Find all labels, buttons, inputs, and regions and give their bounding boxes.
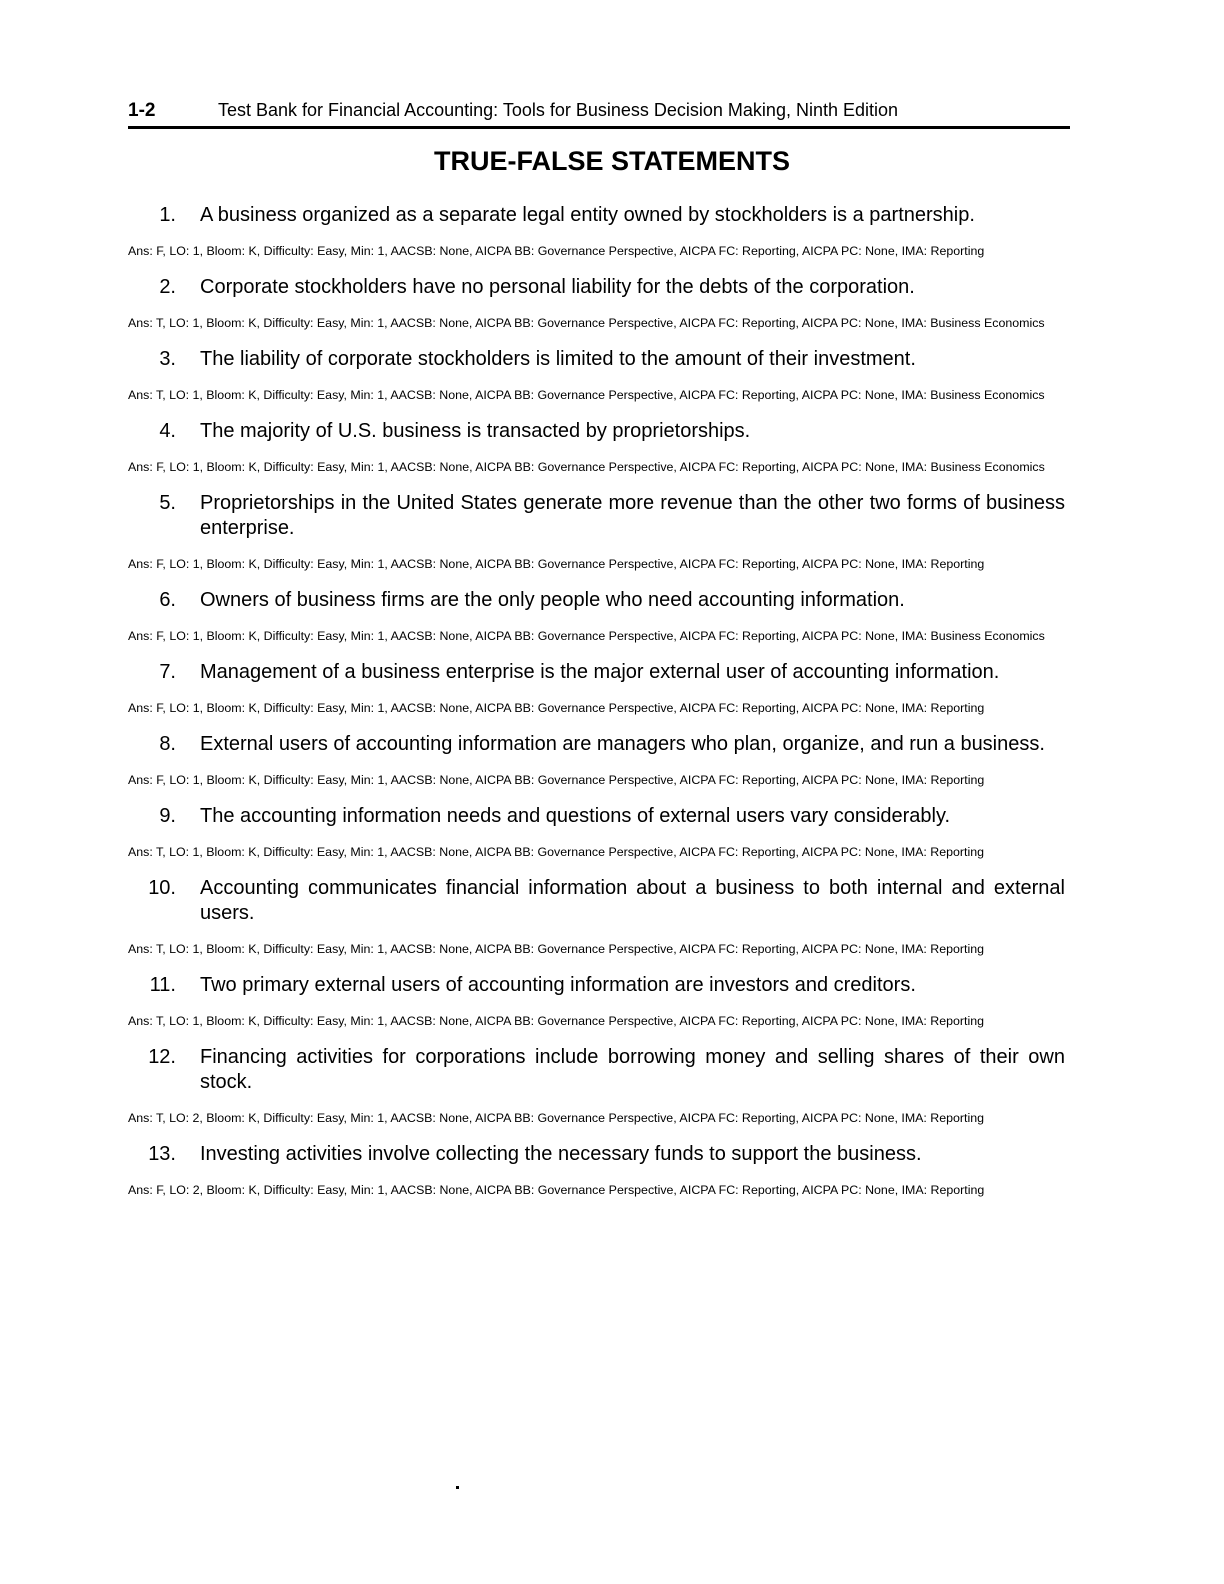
- question-text: The majority of U.S. business is transacted by proprietorships.: [200, 420, 751, 442]
- section-title: TRUE-FALSE STATEMENTS: [434, 146, 790, 176]
- question-list: [128, 203, 1065, 1214]
- question-number: 4.: [159, 420, 176, 442]
- question-item: [128, 973, 1065, 1029]
- question: [128, 732, 1065, 757]
- answer-metadata: Ans: F, LO: 1, Bloom: K, Difficulty: Easy, Min: 1, AACSB: None, AICPA BB: Governance Perspective, AICPA FC: Reporting, AICPA PC: None, IMA: Reporting: [128, 557, 985, 571]
- answer-metadata: Ans: F, LO: 1, Bloom: K, Difficulty: Easy, Min: 1, AACSB: None, AICPA BB: Governance Perspective, AICPA FC: Reporting, AICPA PC: None, IMA: Reporting: [128, 701, 985, 715]
- book-title: Test Bank for Financial Accounting: Tools for Business Decision Making, Ninth Edition: [218, 100, 899, 120]
- question-text: Investing activities involve collecting the necessary funds to support the business.: [200, 1143, 922, 1165]
- question-text: External users of accounting information are managers who plan, organize, and run a business.: [200, 733, 1045, 755]
- question: [128, 973, 1065, 998]
- question: [128, 588, 1065, 613]
- question-item: [128, 588, 1065, 644]
- question: [128, 203, 1065, 228]
- question-text: Proprietorships in the United States generate more revenue than the other two forms of business enterprise.: [200, 492, 1065, 539]
- question-number: 12.: [148, 1046, 176, 1068]
- question-number: 7.: [159, 661, 176, 683]
- question-number: 6.: [159, 589, 176, 611]
- question-number: 5.: [159, 492, 176, 514]
- answer-metadata: Ans: T, LO: 1, Bloom: K, Difficulty: Easy, Min: 1, AACSB: None, AICPA BB: Governance Perspective, AICPA FC: Reporting, AICPA PC: None, IMA: Reporting: [128, 1014, 985, 1028]
- question: [128, 275, 1065, 300]
- answer-metadata: Ans: T, LO: 2, Bloom: K, Difficulty: Easy, Min: 1, AACSB: None, AICPA BB: Governance Perspective, AICPA FC: Reporting, AICPA PC: None, IMA: Reporting: [128, 1111, 985, 1125]
- question-text: The accounting information needs and questions of external users vary considerably.: [200, 805, 951, 827]
- question-item: [128, 876, 1065, 957]
- answer-metadata: Ans: F, LO: 1, Bloom: K, Difficulty: Easy, Min: 1, AACSB: None, AICPA BB: Governance Perspective, AICPA FC: Reporting, AICPA PC: None, IMA: Reporting: [128, 773, 985, 787]
- question-item: [128, 660, 1065, 716]
- page-number: 1-2: [128, 100, 156, 121]
- answer-metadata: Ans: F, LO: 1, Bloom: K, Difficulty: Easy, Min: 1, AACSB: None, AICPA BB: Governance Perspective, AICPA FC: Reporting, AICPA PC: None, IMA: Business Economics: [128, 460, 1045, 474]
- question: [128, 804, 1065, 829]
- question-item: [128, 804, 1065, 860]
- running-header: [128, 100, 1070, 129]
- answer-metadata: Ans: T, LO: 1, Bloom: K, Difficulty: Easy, Min: 1, AACSB: None, AICPA BB: Governance Perspective, AICPA FC: Reporting, AICPA PC: None, IMA: Reporting: [128, 845, 985, 859]
- question-text: Financing activities for corporations include borrowing money and selling shares of their own stock.: [200, 1046, 1065, 1093]
- question: [128, 347, 1065, 372]
- question-number: 2.: [159, 276, 176, 298]
- question-number: 13.: [148, 1143, 176, 1165]
- question-number: 11.: [149, 974, 176, 996]
- answer-metadata: Ans: F, LO: 1, Bloom: K, Difficulty: Easy, Min: 1, AACSB: None, AICPA BB: Governance Perspective, AICPA FC: Reporting, AICPA PC: None, IMA: Business Economics: [128, 629, 1045, 643]
- question-text: Management of a business enterprise is the major external user of accounting information.: [200, 661, 1000, 683]
- question-item: [128, 732, 1065, 788]
- question: [128, 1045, 1065, 1095]
- question-item: [128, 275, 1065, 331]
- question-item: [128, 419, 1065, 475]
- answer-metadata: Ans: T, LO: 1, Bloom: K, Difficulty: Easy, Min: 1, AACSB: None, AICPA BB: Governance Perspective, AICPA FC: Reporting, AICPA PC: None, IMA: Reporting: [128, 942, 985, 956]
- question: [128, 660, 1065, 685]
- question-text: Owners of business firms are the only people who need accounting information.: [200, 589, 905, 611]
- question-number: 9.: [159, 805, 176, 827]
- question: [128, 1142, 1065, 1167]
- answer-metadata: Ans: T, LO: 1, Bloom: K, Difficulty: Easy, Min: 1, AACSB: None, AICPA BB: Governance Perspective, AICPA FC: Reporting, AICPA PC: None, IMA: Business Economics: [128, 316, 1045, 330]
- question-item: [128, 1142, 1065, 1198]
- question-text: Corporate stockholders have no personal liability for the debts of the corporation.: [200, 276, 915, 298]
- question: [128, 491, 1065, 541]
- question-item: [128, 203, 1065, 259]
- question-number: 10.: [148, 877, 176, 899]
- question-number: 3.: [159, 348, 176, 370]
- question-number: 1.: [159, 204, 176, 226]
- question-number: 8.: [159, 733, 176, 755]
- page-dot: [456, 1486, 459, 1489]
- answer-metadata: Ans: F, LO: 1, Bloom: K, Difficulty: Easy, Min: 1, AACSB: None, AICPA BB: Governance Perspective, AICPA FC: Reporting, AICPA PC: None, IMA: Reporting: [128, 244, 985, 258]
- question-text: Two primary external users of accounting information are investors and creditors.: [200, 974, 916, 996]
- question: [128, 419, 1065, 444]
- answer-metadata: Ans: F, LO: 2, Bloom: K, Difficulty: Easy, Min: 1, AACSB: None, AICPA BB: Governance Perspective, AICPA FC: Reporting, AICPA PC: None, IMA: Reporting: [128, 1183, 985, 1197]
- question: [128, 876, 1065, 926]
- question-text: A business organized as a separate legal entity owned by stockholders is a partnership.: [200, 204, 975, 226]
- question-item: [128, 491, 1065, 572]
- answer-metadata: Ans: T, LO: 1, Bloom: K, Difficulty: Easy, Min: 1, AACSB: None, AICPA BB: Governance Perspective, AICPA FC: Reporting, AICPA PC: None, IMA: Business Economics: [128, 388, 1045, 402]
- question-text: The liability of corporate stockholders is limited to the amount of their investment.: [200, 348, 916, 370]
- question-text: Accounting communicates financial information about a business to both internal and external users.: [200, 877, 1065, 924]
- question-item: [128, 1045, 1065, 1126]
- question-item: [128, 347, 1065, 403]
